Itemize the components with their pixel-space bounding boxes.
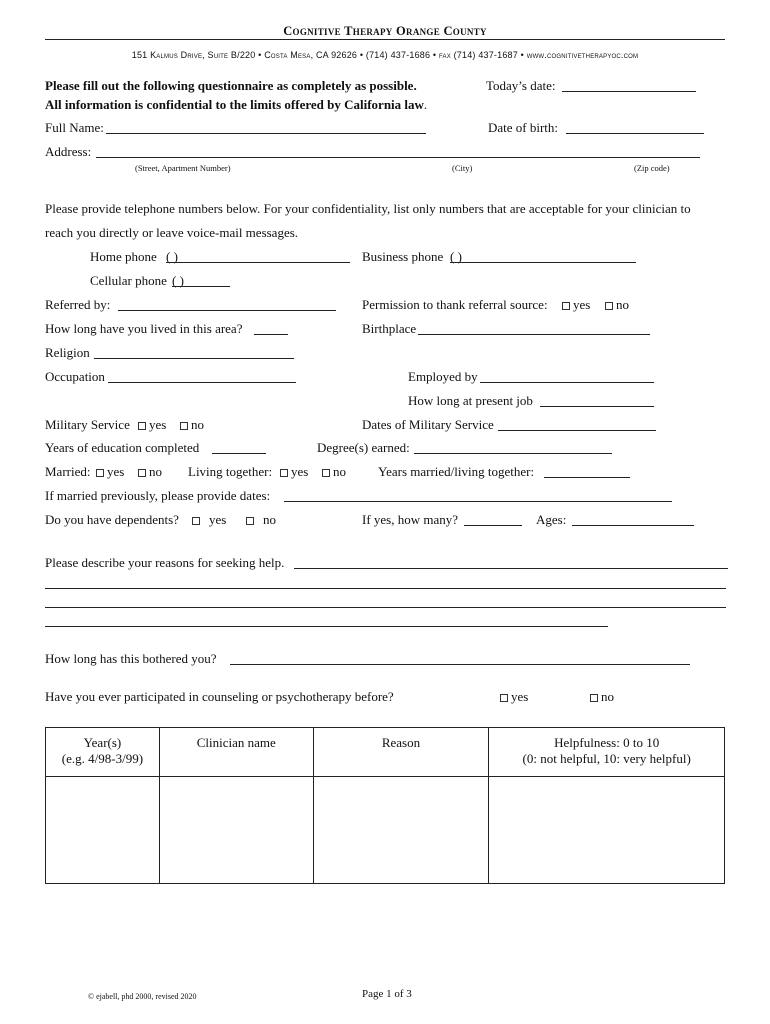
how-many-field[interactable] bbox=[464, 525, 522, 526]
phone-intro-1: Please provide telephone numbers below. For your confidentiality, list only numbers that are acceptable for your clinician to bbox=[45, 201, 691, 216]
how-long-bothered-label: How long has this bothered you? bbox=[45, 651, 217, 666]
dependents-yes-label: yes bbox=[209, 512, 227, 527]
counseling-yes[interactable] bbox=[500, 689, 528, 705]
years-married-field[interactable] bbox=[544, 477, 630, 478]
page-number: Page 1 of 3 bbox=[362, 988, 412, 1000]
married-previously-label: If married previously, please provide dates: bbox=[45, 488, 271, 503]
header-rule bbox=[45, 39, 725, 40]
checkbox-icon[interactable] bbox=[246, 517, 254, 525]
col-helpfulness-title: Helpfulness: 0 to 10 bbox=[554, 735, 660, 750]
intro-line-2 bbox=[45, 97, 427, 113]
married-no-label: no bbox=[149, 464, 162, 479]
business-phone-label: Business phone bbox=[362, 249, 444, 264]
how-long-area-label: How long have you lived in this area? bbox=[45, 321, 243, 336]
living-together-no-label: no bbox=[333, 464, 346, 479]
reasons-field-line-2[interactable] bbox=[45, 588, 726, 589]
birthplace-field[interactable] bbox=[418, 334, 650, 335]
dependents-no[interactable] bbox=[246, 512, 276, 528]
years-married-label: Years married/living together: bbox=[378, 464, 535, 479]
checkbox-icon[interactable] bbox=[138, 422, 146, 430]
dob-field[interactable] bbox=[566, 133, 704, 134]
home-phone-field[interactable] bbox=[166, 262, 350, 263]
dates-military-label: Dates of Military Service bbox=[362, 417, 494, 432]
home-area-code: ( ) bbox=[166, 249, 178, 264]
full-name-field[interactable] bbox=[106, 133, 426, 134]
occupation-label: Occupation bbox=[45, 369, 105, 384]
checkbox-icon[interactable] bbox=[180, 422, 188, 430]
cell-phone-label: Cellular phone bbox=[90, 273, 167, 288]
reasons-field-line-4[interactable] bbox=[45, 626, 608, 627]
ages-field[interactable] bbox=[572, 525, 694, 526]
occupation-field[interactable] bbox=[108, 382, 296, 383]
living-together-yes[interactable] bbox=[280, 464, 308, 480]
therapy-history-table bbox=[45, 727, 725, 884]
checkbox-icon[interactable] bbox=[280, 469, 288, 477]
ages-label: Ages: bbox=[536, 512, 567, 527]
years-education-label: Years of education completed bbox=[45, 440, 200, 455]
counseling-yes-label: yes bbox=[511, 689, 529, 704]
todays-date-field[interactable] bbox=[562, 91, 696, 92]
married-label: Married: bbox=[45, 464, 91, 479]
cell-clinician[interactable] bbox=[159, 777, 313, 884]
reasons-field-line-1[interactable] bbox=[294, 568, 728, 569]
confidentiality-note: All information is confidential to the limits offered by California law bbox=[45, 97, 424, 112]
employed-by-field[interactable] bbox=[480, 382, 654, 383]
referred-by-field[interactable] bbox=[118, 310, 336, 311]
cell-area-code: ( ) bbox=[172, 273, 184, 288]
phone-intro-2: reach you directly or leave voice-mail messages. bbox=[45, 225, 299, 240]
permission-no[interactable] bbox=[605, 297, 629, 313]
how-many-label: If yes, how many? bbox=[362, 512, 459, 527]
dependents-label: Do you have dependents? bbox=[45, 512, 179, 527]
living-together-label: Living together: bbox=[188, 464, 273, 479]
how-long-bothered-field[interactable] bbox=[230, 664, 690, 665]
table-header-row bbox=[46, 728, 725, 777]
cell-helpfulness[interactable] bbox=[489, 777, 725, 884]
military-yes[interactable] bbox=[138, 417, 166, 433]
address-field[interactable] bbox=[96, 157, 700, 158]
employed-by-label: Employed by bbox=[408, 369, 478, 384]
religion-label: Religion bbox=[45, 345, 90, 360]
degrees-label: Degree(s) earned: bbox=[317, 440, 410, 455]
business-area-code: ( ) bbox=[450, 249, 462, 264]
married-yes[interactable] bbox=[96, 464, 124, 480]
permission-label: Permission to thank referral source: bbox=[362, 297, 548, 312]
dob-label: Date of birth: bbox=[488, 120, 559, 135]
checkbox-icon[interactable] bbox=[590, 694, 598, 702]
city-hint: (City) bbox=[452, 163, 473, 173]
page-title: Cognitive Therapy Orange County bbox=[283, 24, 487, 38]
checkbox-icon[interactable] bbox=[562, 302, 570, 310]
military-no-label: no bbox=[191, 417, 204, 432]
how-long-job-field[interactable] bbox=[540, 406, 654, 407]
address-label: Address: bbox=[45, 144, 92, 159]
military-no[interactable] bbox=[180, 417, 204, 433]
birthplace-label: Birthplace bbox=[362, 321, 417, 336]
reasons-label: Please describe your reasons for seeking help. bbox=[45, 555, 285, 570]
col-years-example: (e.g. 4/98-3/99) bbox=[61, 751, 144, 766]
col-clinician-header: Clinician name bbox=[159, 728, 313, 777]
how-long-area-field[interactable] bbox=[254, 334, 288, 335]
married-previously-field[interactable] bbox=[284, 501, 672, 502]
counseling-no[interactable] bbox=[590, 689, 614, 705]
col-helpfulness-header bbox=[489, 728, 725, 777]
checkbox-icon[interactable] bbox=[605, 302, 613, 310]
checkbox-icon[interactable] bbox=[138, 469, 146, 477]
zip-hint: (Zip code) bbox=[634, 163, 670, 173]
business-phone-field[interactable] bbox=[450, 262, 636, 263]
referred-by-label: Referred by: bbox=[45, 297, 111, 312]
checkbox-icon[interactable] bbox=[192, 517, 200, 525]
married-no[interactable] bbox=[138, 464, 162, 480]
permission-no-label: no bbox=[616, 297, 629, 312]
street-hint: (Street, Apartment Number) bbox=[135, 163, 231, 173]
col-years-title: Year(s) bbox=[83, 735, 122, 750]
checkbox-icon[interactable] bbox=[96, 469, 104, 477]
intro-line-1: Please fill out the following questionnaire as completely as possible. bbox=[45, 78, 417, 93]
living-together-yes-label: yes bbox=[291, 464, 309, 479]
checkbox-icon[interactable] bbox=[500, 694, 508, 702]
permission-yes-label: yes bbox=[573, 297, 591, 312]
how-long-job-label: How long at present job bbox=[408, 393, 533, 408]
married-yes-label: yes bbox=[107, 464, 125, 479]
cell-years[interactable] bbox=[46, 777, 160, 884]
living-together-no[interactable] bbox=[322, 464, 346, 480]
col-reason-header: Reason bbox=[313, 728, 489, 777]
col-years-header bbox=[46, 728, 160, 777]
home-phone-label: Home phone bbox=[90, 249, 157, 264]
military-label: Military Service bbox=[45, 417, 130, 432]
years-education-field[interactable] bbox=[212, 453, 266, 454]
cell-phone-field[interactable] bbox=[172, 286, 230, 287]
counseling-label: Have you ever participated in counseling or psychotherapy before? bbox=[45, 689, 394, 704]
cell-reason[interactable] bbox=[313, 777, 489, 884]
degrees-field[interactable] bbox=[414, 453, 612, 454]
dates-military-field[interactable] bbox=[498, 430, 656, 431]
table-row bbox=[46, 777, 725, 884]
todays-date-label: Today’s date: bbox=[486, 78, 556, 93]
dependents-no-label: no bbox=[263, 512, 276, 527]
copyright-note: © ejabell, phd 2000, revised 2020 bbox=[88, 992, 197, 1001]
military-yes-label: yes bbox=[149, 417, 167, 432]
col-helpfulness-scale: (0: not helpful, 10: very helpful) bbox=[522, 751, 691, 766]
reasons-field-line-3[interactable] bbox=[45, 607, 726, 608]
religion-field[interactable] bbox=[94, 358, 294, 359]
dependents-yes[interactable] bbox=[192, 512, 226, 528]
full-name-label: Full Name: bbox=[45, 120, 104, 135]
counseling-no-label: no bbox=[601, 689, 614, 704]
clinic-address: 151 Kalmus Drive, Suite B/220 • Costa Mesa, CA 92626 • (714) 437-1686 • fax (714) 437-1687 • www.cognitivetherapyoc.com bbox=[131, 50, 639, 60]
checkbox-icon[interactable] bbox=[322, 469, 330, 477]
confidentiality-period: . bbox=[423, 97, 428, 112]
permission-yes[interactable] bbox=[562, 297, 590, 313]
